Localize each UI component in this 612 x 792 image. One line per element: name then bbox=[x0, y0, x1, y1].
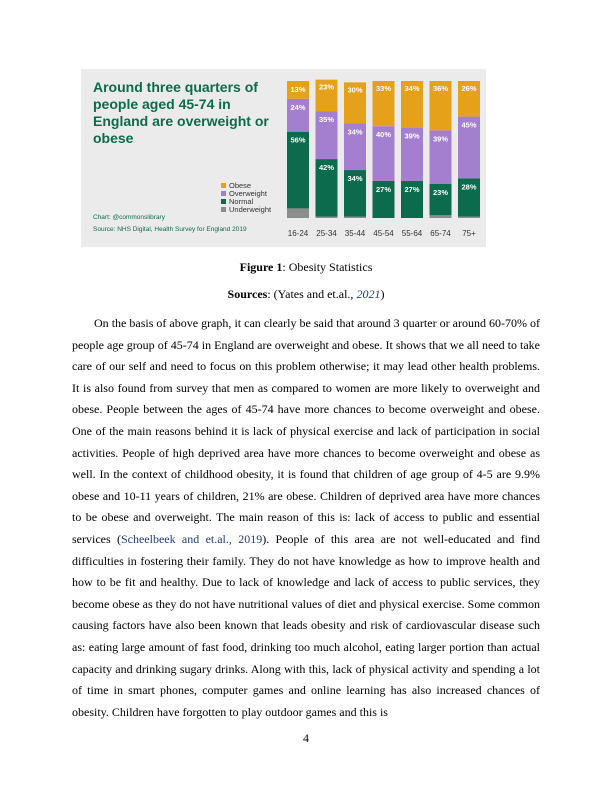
x-tick-label-55-64: 55-64 bbox=[401, 229, 423, 238]
obesity-chart-figure bbox=[81, 69, 486, 247]
data-label-overweight-35-44: 34% bbox=[347, 127, 363, 137]
legend-swatch-normal bbox=[221, 199, 226, 204]
x-tick-label-75+: 75+ bbox=[462, 229, 476, 238]
legend-swatch-underweight bbox=[221, 207, 226, 212]
body-text-part-2: ). People of this area are not well-educated and find difficulties in fostering their family. They do not have knowledge as how to improve health and how to be fit and healthy. Due to lack of knowledge and lack of access to public services, they become obese as they do not have nutritional values of diet and physical exercise. Some common causing factors have also been known that leads obesity and risk of cardiovascular disease such as: eating large amount of fast food, drinking too much alcohol, eating larger portion than actual capacity and drinking sugary drinks. Along with this, lack of physical activity and spending a lot of time in smart phones, computer games and online learning has also increased chances of obesity. Children have forgotten to play outdoor games and this is bbox=[72, 531, 540, 719]
chart-title-line-1: Around three quarters of bbox=[93, 79, 258, 95]
chart-legend bbox=[221, 181, 272, 214]
chart-x-tick-labels bbox=[288, 229, 476, 238]
bar-underweight-35-44 bbox=[344, 217, 366, 218]
legend-label-overweight: Overweight bbox=[229, 189, 267, 198]
sources-label: Sources bbox=[227, 287, 268, 301]
data-label-overweight-55-64: 39% bbox=[404, 131, 420, 141]
body-text-part-1: On the basis of above graph, it can clearly be said that around 3 quarter or around 60-70% of people age group of 45-74 in England are overweight and obese. It shows that we all need to take care of our self and need to focus on this problem otherwise; it may lead other health problems. It is also found from survey that men as compared to women are more likely to overweight and obese. People between the ages of 45-74 have more chances to become overweight and obese. One of the main reasons behind it is lack of physical exercise and lack of participation in social activities. People of high deprived area have more chances to become overweight and obese as well. In the context of childhood obesity, it is found that children of age group of 4-5 are 9.9% obese and 10-11 years of children, 21% are obese. Children of deprived area have more chances to be obese and overweight. The main reason of this is: lack of access to public and essential services ( bbox=[72, 316, 540, 546]
legend-swatch-overweight bbox=[221, 191, 226, 196]
legend-label-normal: Normal bbox=[229, 197, 254, 206]
data-label-normal-25-34: 42% bbox=[318, 163, 335, 173]
legend-label-underweight: Underweight bbox=[229, 205, 272, 214]
data-label-overweight-65-74: 39% bbox=[432, 134, 449, 144]
data-label-normal-45-54: 27% bbox=[375, 185, 392, 195]
bar-underweight-65-74 bbox=[430, 215, 452, 218]
data-label-obese-75+: 26% bbox=[461, 84, 477, 93]
x-tick-label-25-34: 25-34 bbox=[316, 229, 337, 238]
data-label-obese-35-44: 30% bbox=[347, 85, 363, 95]
data-label-normal-16-24: 56% bbox=[290, 135, 306, 145]
data-label-overweight-25-34: 35% bbox=[318, 115, 335, 125]
chart-title-line-4: obese bbox=[93, 130, 134, 146]
data-label-overweight-45-54: 40% bbox=[375, 130, 392, 140]
bar-underweight-16-24 bbox=[287, 208, 309, 218]
data-label-normal-35-44: 34% bbox=[347, 174, 363, 184]
bar-underweight-25-34 bbox=[316, 217, 338, 218]
figure-sources bbox=[0, 287, 612, 301]
data-label-overweight-75+: 45% bbox=[461, 120, 477, 130]
citation-link[interactable]: Scheelbeek and et.al., 2019 bbox=[120, 531, 263, 546]
x-tick-label-65-74: 65-74 bbox=[430, 229, 451, 238]
legend-swatch-obese bbox=[221, 183, 226, 188]
page-number: 4 bbox=[303, 731, 309, 745]
data-label-overweight-16-24: 24% bbox=[290, 102, 306, 112]
body-paragraph bbox=[72, 313, 540, 723]
sources-suffix: ) bbox=[380, 287, 385, 301]
chart-credit: Chart: @commonslibrary bbox=[93, 214, 165, 221]
figure-label: Figure 1 bbox=[239, 260, 283, 274]
data-label-obese-45-54: 33% bbox=[375, 84, 392, 93]
x-tick-label-45-54: 45-54 bbox=[373, 229, 394, 238]
data-label-obese-55-64: 34% bbox=[404, 84, 420, 93]
data-label-obese-25-34: 23% bbox=[318, 82, 335, 92]
chart-title-line-2: people aged 45-74 in bbox=[93, 96, 231, 112]
x-tick-label-35-44: 35-44 bbox=[344, 229, 366, 238]
data-label-normal-75+: 28% bbox=[461, 182, 477, 192]
bar-underweight-75+ bbox=[458, 217, 480, 218]
legend-label-obese: Obese bbox=[229, 181, 252, 190]
sources-year-link[interactable]: 2021 bbox=[356, 287, 381, 301]
data-label-obese-16-24: 13% bbox=[290, 85, 306, 94]
data-label-normal-65-74: 23% bbox=[432, 187, 449, 197]
figure-title: : Obesity Statistics bbox=[282, 260, 373, 274]
data-label-obese-65-74: 36% bbox=[432, 84, 449, 93]
figure-caption bbox=[0, 260, 612, 274]
chart-title-line-3: England are overweight or bbox=[93, 113, 269, 129]
data-label-normal-55-64: 27% bbox=[404, 185, 420, 195]
stacked-bar-chart bbox=[81, 69, 486, 247]
x-tick-label-16-24: 16-24 bbox=[287, 229, 309, 238]
sources-prefix: : (Yates and et.al., bbox=[267, 287, 357, 301]
chart-bars bbox=[287, 80, 480, 218]
chart-source: Source: NHS Digital, Health Survey for England 2019 bbox=[93, 226, 247, 233]
